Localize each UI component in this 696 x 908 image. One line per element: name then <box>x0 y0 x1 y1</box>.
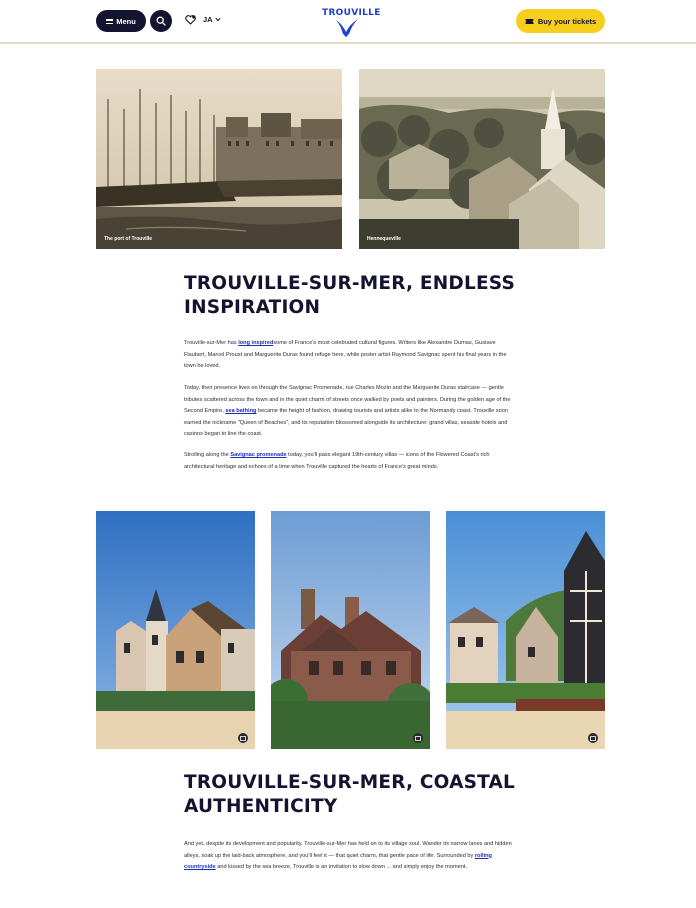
gallery-icon[interactable] <box>238 733 248 743</box>
paragraph <box>184 450 514 473</box>
language-label: JA <box>203 15 213 24</box>
rolling-countryside-link[interactable]: rolling countryside <box>184 852 492 870</box>
heart-icon <box>185 15 196 25</box>
header-divider <box>0 42 696 44</box>
section-heading-authenticity: TROUVILLE-SUR-MER, COASTAL AUTHENTICITY <box>184 772 516 817</box>
site-logo[interactable] <box>322 6 381 38</box>
paragraph <box>184 839 514 874</box>
paragraph-text: some of France's most celebrated cultural figures. Writers like Alexandre Dumas, Gustave Flaubert, Marcel Proust and Marguerite Duras found refuge here, while poster artist Raymond Savignac spent his final years in the town he loved. <box>184 340 507 369</box>
paragraph-text: today, you'll pass elegant 19th-century villas — icons of the Flowered Coast's rich architectural heritage and echoes of a time when Trouville captured the hearts of France's great minds. <box>184 452 490 470</box>
paragraph-text: and kissed by the sea breeze, Trouville is an invitation to slow down ... and simply enjoy the moment. <box>215 864 467 870</box>
buy-tickets-button[interactable] <box>516 9 605 33</box>
favorites-button[interactable] <box>183 13 197 27</box>
photo-port-of-trouville[interactable] <box>96 69 342 249</box>
paragraph-text: Trouville-sur-Mer has <box>184 340 239 346</box>
ticket-icon <box>525 18 534 25</box>
photo-caption: The port of Trouville <box>104 236 153 242</box>
tickets-label: Buy your tickets <box>537 16 597 26</box>
photo-villa-2[interactable] <box>271 511 430 749</box>
photo-hennequeville[interactable] <box>359 69 605 249</box>
paragraph-text: Today, their presence lives on through the Savignac Promenade, rue Charles Mozin and the Marguerite Duras staircase — gentle tributes scattered across the town and in the quiet charm of streets once walked by poets and painters. During the golden age of the Second Empire, <box>184 385 511 414</box>
search-button[interactable] <box>150 10 172 32</box>
seagull-logo-icon <box>322 6 381 38</box>
sea-bathing-link[interactable]: sea bathing <box>225 408 257 414</box>
paragraph <box>184 383 514 441</box>
long-inspired-link[interactable]: long inspired <box>238 340 274 346</box>
menu-icon <box>106 19 113 24</box>
chevron-down-icon <box>215 17 221 22</box>
paragraph-text: Strolling along the <box>184 452 231 458</box>
paragraph-text: became the height of fashion, drawing tourists and artists alike to the Normandy coast. Trouville soon earned the nickname "Queen of Beaches", and its reputation blossomed alongside its architecture: grand villas, seaside hotels and casinos began to line the coast. <box>184 408 508 437</box>
paragraph-text: And yet, despite its development and popularity, Trouville-sur-Mer has held on to its village soul. Wander its narrow lanes and hidden alleys, soak up the laid-back atmosphere, and you'll feel it — that quiet charm, that gentle pace of life. Surrounded by <box>184 841 512 859</box>
gallery-icon[interactable] <box>413 733 423 743</box>
menu-label: Menu <box>116 16 136 26</box>
search-icon <box>156 16 166 26</box>
photo-villa-1[interactable] <box>96 511 255 749</box>
logo-text: TROUVILLE <box>322 8 381 18</box>
savignac-promenade-link[interactable]: Savignac promenade <box>230 452 287 458</box>
photo-caption: Hennequeville <box>367 236 401 242</box>
menu-button[interactable] <box>96 10 146 32</box>
gallery-icon[interactable] <box>588 733 598 743</box>
paragraph <box>184 338 514 373</box>
photo-villa-3[interactable] <box>446 511 605 749</box>
language-selector[interactable] <box>203 15 221 24</box>
section-heading-inspiration: TROUVILLE-SUR-MER, ENDLESS INSPIRATION <box>184 273 516 318</box>
site-header <box>0 0 696 43</box>
